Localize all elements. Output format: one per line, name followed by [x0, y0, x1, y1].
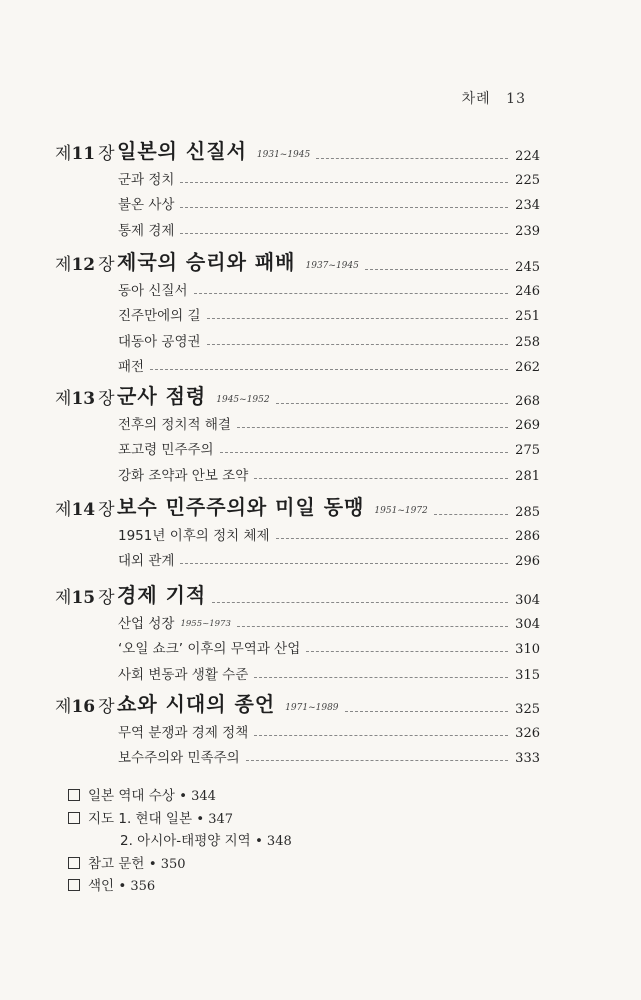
section-page-number: 310 [515, 642, 540, 658]
chapter-prefix: 제 [55, 144, 72, 164]
appendix-page-number: 356 [130, 879, 156, 894]
chapter-title: 일본의 신질서 [117, 139, 247, 163]
appendix-item[interactable] [68, 827, 292, 849]
section-page-number: 262 [515, 360, 540, 376]
chapter-suffix: 장 [98, 144, 115, 164]
chapter-suffix: 장 [98, 389, 115, 409]
chapter-prefix: 제 [55, 255, 72, 275]
chapter-number [55, 139, 117, 164]
checkbox-square-icon [68, 812, 80, 824]
section-page-number: 234 [515, 198, 540, 214]
section-entry[interactable] [118, 744, 540, 766]
appendix-item-label: 참고 문헌 • [88, 855, 157, 872]
chapter-suffix: 장 [98, 500, 115, 520]
chapter-page-number: 304 [515, 593, 540, 608]
dot-leader [194, 293, 509, 294]
checkbox-square-icon [68, 789, 80, 801]
dot-leader [246, 760, 508, 761]
chapter-page-number: 268 [515, 394, 540, 409]
chapter-title: 제국의 승리와 패배 [117, 250, 296, 274]
chapter-numeral: 11 [71, 144, 96, 164]
dot-leader [276, 403, 508, 404]
section-title: 군과 정치 [118, 172, 175, 188]
header-label: 차례 [461, 91, 491, 107]
chapter-number [55, 495, 117, 520]
chapter-heading[interactable] [55, 492, 540, 520]
chapter-page-number: 245 [515, 260, 540, 275]
section-page-number: 315 [515, 667, 540, 683]
chapter-number [55, 384, 117, 409]
section-title: 무역 분쟁과 경제 정책 [118, 725, 249, 741]
dot-leader [306, 651, 508, 652]
chapter-page-number: 325 [515, 702, 540, 717]
chapter-number [55, 250, 117, 275]
chapter-heading[interactable] [55, 689, 540, 717]
checkbox-square-icon [68, 857, 80, 869]
chapter-prefix: 제 [55, 697, 72, 717]
section-page-number: 269 [515, 418, 540, 433]
chapter-suffix: 장 [98, 697, 115, 717]
running-header [462, 88, 526, 108]
chapter-title: 경제 기적 [117, 583, 207, 607]
chapter-heading[interactable] [55, 136, 540, 164]
section-title: 진주만에의 길 [118, 308, 201, 325]
section-title: 포고령 민주주의 [118, 442, 214, 459]
appendix-page-number: 344 [191, 789, 216, 804]
section-page-number: 251 [515, 309, 540, 325]
appendix-item-label: 일본 역대 수상 • [88, 788, 188, 804]
section-title: 보수주의와 민족주의 [118, 750, 240, 767]
section-entry[interactable] [118, 353, 540, 375]
section-title: 대외 관계 [118, 553, 175, 570]
section-title: 강화 조약과 안보 조약 [118, 467, 249, 484]
chapter-page-number: 224 [515, 149, 540, 164]
dot-leader [365, 269, 508, 270]
appendix-item[interactable] [68, 850, 186, 872]
appendix-page-number: 347 [208, 811, 234, 827]
section-title: 대동아 공영권 [118, 333, 201, 350]
chapter-numeral: 16 [71, 697, 96, 717]
section-page-number: 333 [515, 751, 540, 767]
dot-leader [180, 233, 508, 234]
section-page-number: 246 [515, 284, 540, 299]
section-title: ‘오일 쇼크’ 이후의 무역과 산업 [118, 641, 301, 658]
section-entry[interactable] [118, 217, 540, 239]
section-entry[interactable] [118, 328, 540, 350]
section-title: 산업 성장 [118, 616, 175, 632]
section-entry[interactable] [118, 191, 540, 213]
section-page-number: 304 [515, 617, 540, 632]
chapter-numeral: 13 [71, 389, 96, 409]
chapter-title: 보수 민주주의와 미일 동맹 [117, 495, 365, 519]
section-entry[interactable] [118, 166, 540, 188]
section-title: 동아 신질서 [118, 283, 188, 299]
section-page-number: 275 [515, 443, 540, 459]
chapter-numeral: 15 [71, 588, 96, 608]
section-entry[interactable] [118, 661, 540, 683]
section-entry[interactable] [118, 547, 540, 569]
chapter-heading[interactable] [55, 247, 540, 275]
dot-leader [345, 711, 508, 712]
section-page-number: 281 [515, 468, 540, 484]
section-page-number: 296 [515, 554, 540, 570]
chapter-suffix: 장 [98, 255, 115, 275]
section-entry[interactable] [118, 302, 540, 324]
chapter-years: 1951~1972 [374, 506, 428, 516]
section-entry[interactable] [118, 610, 540, 632]
section-years: 1955~1973 [180, 619, 231, 629]
chapter-number [55, 692, 117, 717]
section-page-number: 326 [515, 726, 540, 741]
checkbox-square-icon [68, 879, 80, 891]
chapter-suffix: 장 [98, 588, 115, 608]
section-page-number: 239 [515, 223, 540, 239]
section-title: 사회 변동과 생활 수준 [118, 666, 249, 683]
appendix-item-label: 지도 1. 현대 일본 • [88, 810, 205, 827]
chapter-numeral: 12 [71, 255, 96, 275]
section-page-number: 258 [515, 334, 540, 350]
dot-leader [220, 452, 508, 453]
header-page-number: 13 [506, 91, 526, 107]
chapter-years: 1937~1945 [305, 261, 359, 271]
appendix-page-number: 348 [266, 834, 292, 849]
chapter-numeral: 14 [71, 500, 96, 520]
dot-leader [212, 602, 508, 603]
chapter-prefix: 제 [55, 588, 72, 608]
section-page-number: 286 [515, 529, 540, 544]
appendix-page-number: 350 [160, 856, 186, 872]
section-entry[interactable] [118, 277, 540, 299]
section-entry[interactable] [118, 436, 540, 458]
chapter-years: 1945~1952 [216, 395, 270, 405]
dot-leader [316, 158, 508, 159]
appendix-item-label: 2. 아시아-태평양 지역 • [120, 833, 263, 849]
section-entry[interactable] [118, 522, 540, 544]
dot-leader [207, 344, 508, 345]
dot-leader [237, 427, 508, 428]
dot-leader [254, 735, 508, 736]
section-title: 1951년 이후의 정치 체제 [118, 528, 270, 544]
dot-leader [254, 478, 508, 479]
chapter-title: 쇼와 시대의 종언 [117, 692, 276, 716]
dot-leader [434, 514, 508, 515]
appendix-item[interactable] [68, 782, 216, 804]
dot-leader [254, 677, 508, 678]
section-entry[interactable] [118, 411, 540, 433]
chapter-number [55, 583, 117, 608]
dot-leader [207, 318, 508, 319]
chapter-years: 1931~1945 [256, 150, 311, 160]
dot-leader [180, 563, 508, 564]
chapter-heading[interactable] [55, 381, 540, 409]
chapter-prefix: 제 [55, 500, 72, 520]
dot-leader [237, 626, 508, 627]
section-entry[interactable] [118, 719, 540, 741]
chapter-prefix: 제 [55, 389, 72, 409]
chapter-title: 군사 점령 [117, 384, 207, 408]
dot-leader [180, 182, 508, 183]
chapter-heading[interactable] [55, 580, 540, 608]
section-page-number: 225 [515, 173, 540, 188]
section-title: 불온 사상 [118, 197, 175, 214]
section-title: 통제 경제 [118, 222, 175, 239]
section-title: 패전 [118, 359, 145, 376]
dot-leader [150, 369, 508, 370]
dot-leader [276, 538, 508, 539]
appendix-item[interactable] [68, 872, 155, 894]
section-title: 전후의 정치적 해결 [118, 417, 231, 433]
chapter-years: 1971~1989 [285, 703, 339, 713]
section-entry[interactable] [118, 462, 540, 484]
appendix-item-label: 색인 • [88, 878, 127, 894]
section-entry[interactable] [118, 635, 540, 657]
appendix-item[interactable] [68, 805, 233, 827]
chapter-page-number: 285 [515, 505, 540, 520]
dot-leader [180, 207, 508, 208]
